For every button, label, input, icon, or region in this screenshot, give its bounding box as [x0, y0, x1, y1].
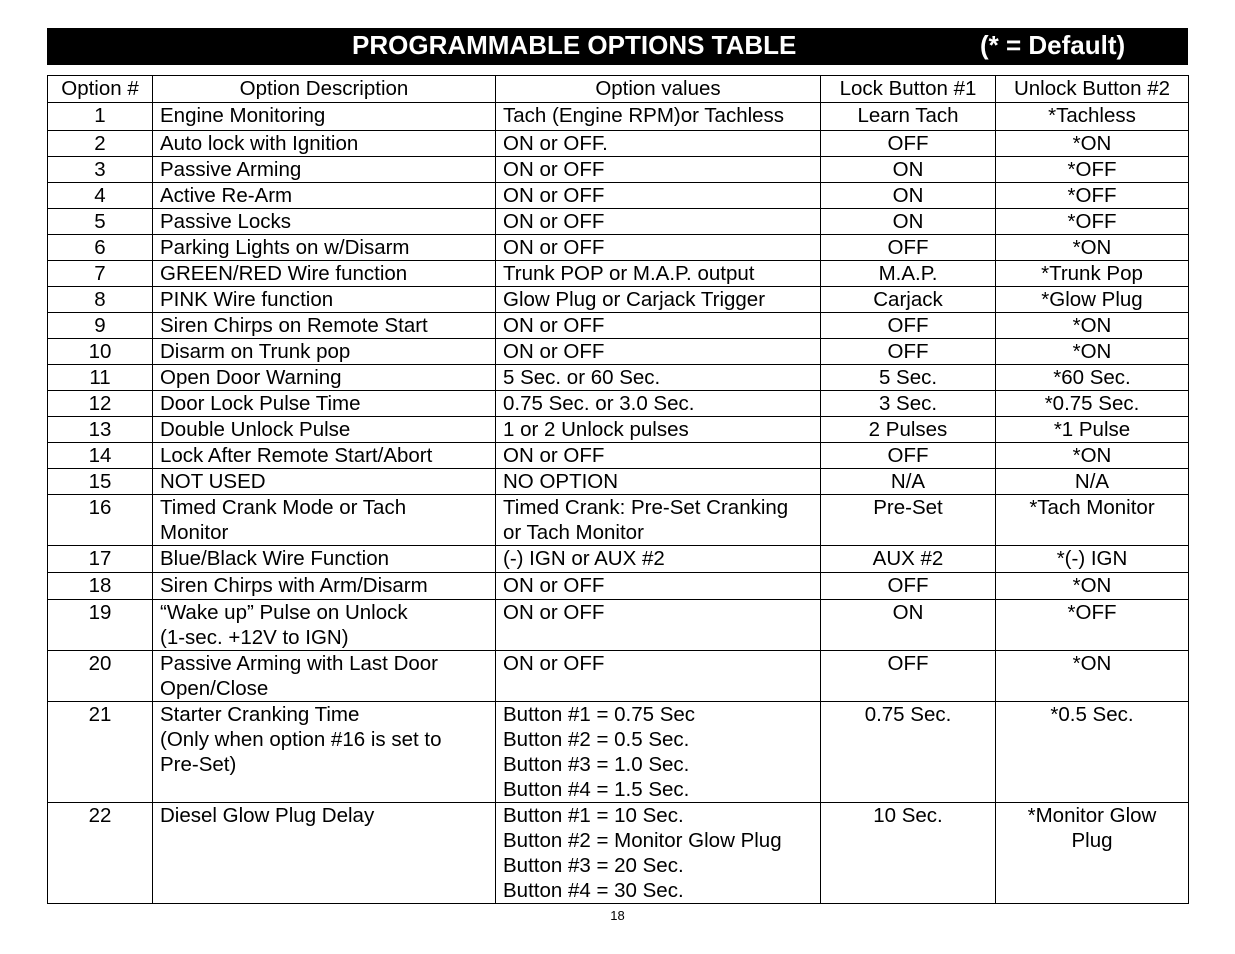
title-bar	[47, 28, 1188, 65]
lock-button-value: Learn Tach	[821, 103, 996, 131]
option-description: “Wake up” Pulse on Unlock (1-sec. +12V to IGN)	[153, 600, 496, 651]
table-row	[48, 209, 1189, 235]
lock-button-value: OFF	[821, 443, 996, 469]
lock-button-value: ON	[821, 157, 996, 183]
option-number: 21	[48, 702, 153, 803]
option-values: NO OPTION	[496, 469, 821, 495]
header-option-description: Option Description	[153, 76, 496, 103]
lock-button-value: 0.75 Sec.	[821, 702, 996, 803]
header-unlock-button: Unlock Button #2	[996, 76, 1189, 103]
lock-button-value: ON	[821, 183, 996, 209]
table-row	[48, 365, 1189, 391]
unlock-button-value: *ON	[996, 651, 1189, 702]
option-values: Glow Plug or Carjack Trigger	[496, 287, 821, 313]
table-row	[48, 261, 1189, 287]
table-row	[48, 391, 1189, 417]
table-row	[48, 235, 1189, 261]
option-values: ON or OFF	[496, 443, 821, 469]
unlock-button-value: *1 Pulse	[996, 417, 1189, 443]
option-description: GREEN/RED Wire function	[153, 261, 496, 287]
option-description: Double Unlock Pulse	[153, 417, 496, 443]
table-row	[48, 600, 1189, 651]
option-values: ON or OFF.	[496, 131, 821, 157]
options-table	[47, 75, 1189, 904]
option-number: 22	[48, 803, 153, 904]
table-row	[48, 103, 1189, 131]
table-row	[48, 131, 1189, 157]
table-row	[48, 443, 1189, 469]
option-values: Tach (Engine RPM)or Tachless	[496, 103, 821, 131]
lock-button-value: OFF	[821, 313, 996, 339]
lock-button-value: OFF	[821, 339, 996, 365]
option-values: (-) IGN or AUX #2	[496, 546, 821, 573]
lock-button-value: ON	[821, 209, 996, 235]
table-header-row	[48, 76, 1189, 103]
lock-button-value: 10 Sec.	[821, 803, 996, 904]
option-values: Trunk POP or M.A.P. output	[496, 261, 821, 287]
option-number: 9	[48, 313, 153, 339]
table-row	[48, 287, 1189, 313]
lock-button-value: AUX #2	[821, 546, 996, 573]
table-row	[48, 469, 1189, 495]
option-number: 1	[48, 103, 153, 131]
unlock-button-value: *Trunk Pop	[996, 261, 1189, 287]
table-row	[48, 157, 1189, 183]
option-number: 18	[48, 573, 153, 600]
page-number: 18	[610, 908, 625, 923]
option-values: ON or OFF	[496, 573, 821, 600]
option-number: 12	[48, 391, 153, 417]
table-row	[48, 803, 1189, 904]
option-values: ON or OFF	[496, 313, 821, 339]
option-values: 1 or 2 Unlock pulses	[496, 417, 821, 443]
option-number: 16	[48, 495, 153, 546]
unlock-button-value: *OFF	[996, 600, 1189, 651]
unlock-button-value: *Tachless	[996, 103, 1189, 131]
option-values: 5 Sec. or 60 Sec.	[496, 365, 821, 391]
option-values: ON or OFF	[496, 157, 821, 183]
option-description: Diesel Glow Plug Delay	[153, 803, 496, 904]
unlock-button-value: *Monitor Glow Plug	[996, 803, 1189, 904]
option-number: 17	[48, 546, 153, 573]
option-description: Siren Chirps on Remote Start	[153, 313, 496, 339]
lock-button-value: OFF	[821, 573, 996, 600]
option-description: Passive Arming with Last Door Open/Close	[153, 651, 496, 702]
lock-button-value: 5 Sec.	[821, 365, 996, 391]
option-description: Open Door Warning	[153, 365, 496, 391]
table-row	[48, 495, 1189, 546]
unlock-button-value: *(-) IGN	[996, 546, 1189, 573]
option-values: ON or OFF	[496, 183, 821, 209]
option-description: Lock After Remote Start/Abort	[153, 443, 496, 469]
option-number: 3	[48, 157, 153, 183]
default-note: (* = Default)	[980, 30, 1126, 60]
lock-button-value: Carjack	[821, 287, 996, 313]
option-number: 6	[48, 235, 153, 261]
unlock-button-value: *ON	[996, 573, 1189, 600]
unlock-button-value: *OFF	[996, 183, 1189, 209]
option-values: 0.75 Sec. or 3.0 Sec.	[496, 391, 821, 417]
lock-button-value: M.A.P.	[821, 261, 996, 287]
option-description: Blue/Black Wire Function	[153, 546, 496, 573]
unlock-button-value: *60 Sec.	[996, 365, 1189, 391]
option-number: 11	[48, 365, 153, 391]
option-number: 7	[48, 261, 153, 287]
option-description: Engine Monitoring	[153, 103, 496, 131]
option-values: ON or OFF	[496, 339, 821, 365]
unlock-button-value: *Glow Plug	[996, 287, 1189, 313]
lock-button-value: OFF	[821, 651, 996, 702]
option-description: Auto lock with Ignition	[153, 131, 496, 157]
option-description: Parking Lights on w/Disarm	[153, 235, 496, 261]
option-description: Starter Cranking Time (Only when option #16 is set to Pre-Set)	[153, 702, 496, 803]
lock-button-value: ON	[821, 600, 996, 651]
table-row	[48, 313, 1189, 339]
option-number: 4	[48, 183, 153, 209]
option-values: Button #1 = 10 Sec. Button #2 = Monitor Glow Plug Button #3 = 20 Sec. Button #4 = 30 Sec.	[496, 803, 821, 904]
unlock-button-value: *ON	[996, 443, 1189, 469]
option-number: 20	[48, 651, 153, 702]
unlock-button-value: *ON	[996, 235, 1189, 261]
unlock-button-value: *ON	[996, 339, 1189, 365]
option-number: 5	[48, 209, 153, 235]
option-description: Disarm on Trunk pop	[153, 339, 496, 365]
unlock-button-value: *Tach Monitor	[996, 495, 1189, 546]
option-values: ON or OFF	[496, 209, 821, 235]
lock-button-value: Pre-Set	[821, 495, 996, 546]
table-body	[48, 103, 1189, 904]
option-description: Passive Locks	[153, 209, 496, 235]
header-option-number: Option #	[48, 76, 153, 103]
option-number: 19	[48, 600, 153, 651]
lock-button-value: 2 Pulses	[821, 417, 996, 443]
option-values: ON or OFF	[496, 651, 821, 702]
header-option-values: Option values	[496, 76, 821, 103]
option-number: 14	[48, 443, 153, 469]
lock-button-value: 3 Sec.	[821, 391, 996, 417]
page-title: PROGRAMMABLE OPTIONS TABLE	[352, 30, 797, 60]
unlock-button-value: *0.75 Sec.	[996, 391, 1189, 417]
lock-button-value: OFF	[821, 235, 996, 261]
option-description: Timed Crank Mode or Tach Monitor	[153, 495, 496, 546]
option-number: 8	[48, 287, 153, 313]
unlock-button-value: *0.5 Sec.	[996, 702, 1189, 803]
table-row	[48, 651, 1189, 702]
unlock-button-value: *OFF	[996, 157, 1189, 183]
option-values: Timed Crank: Pre-Set Cranking or Tach Monitor	[496, 495, 821, 546]
option-number: 10	[48, 339, 153, 365]
option-description: PINK Wire function	[153, 287, 496, 313]
option-values: ON or OFF	[496, 600, 821, 651]
lock-button-value: N/A	[821, 469, 996, 495]
option-description: NOT USED	[153, 469, 496, 495]
option-description: Passive Arming	[153, 157, 496, 183]
table-row	[48, 417, 1189, 443]
table-row	[48, 183, 1189, 209]
table-row	[48, 546, 1189, 573]
option-number: 13	[48, 417, 153, 443]
option-description: Siren Chirps with Arm/Disarm	[153, 573, 496, 600]
option-values: ON or OFF	[496, 235, 821, 261]
table-row	[48, 573, 1189, 600]
option-number: 2	[48, 131, 153, 157]
unlock-button-value: *ON	[996, 313, 1189, 339]
unlock-button-value: N/A	[996, 469, 1189, 495]
lock-button-value: OFF	[821, 131, 996, 157]
unlock-button-value: *ON	[996, 131, 1189, 157]
header-lock-button: Lock Button #1	[821, 76, 996, 103]
unlock-button-value: *OFF	[996, 209, 1189, 235]
option-values: Button #1 = 0.75 Sec Button #2 = 0.5 Sec. Button #3 = 1.0 Sec. Button #4 = 1.5 Sec.	[496, 702, 821, 803]
table-row	[48, 702, 1189, 803]
table-row	[48, 339, 1189, 365]
option-description: Active Re-Arm	[153, 183, 496, 209]
option-number: 15	[48, 469, 153, 495]
option-description: Door Lock Pulse Time	[153, 391, 496, 417]
